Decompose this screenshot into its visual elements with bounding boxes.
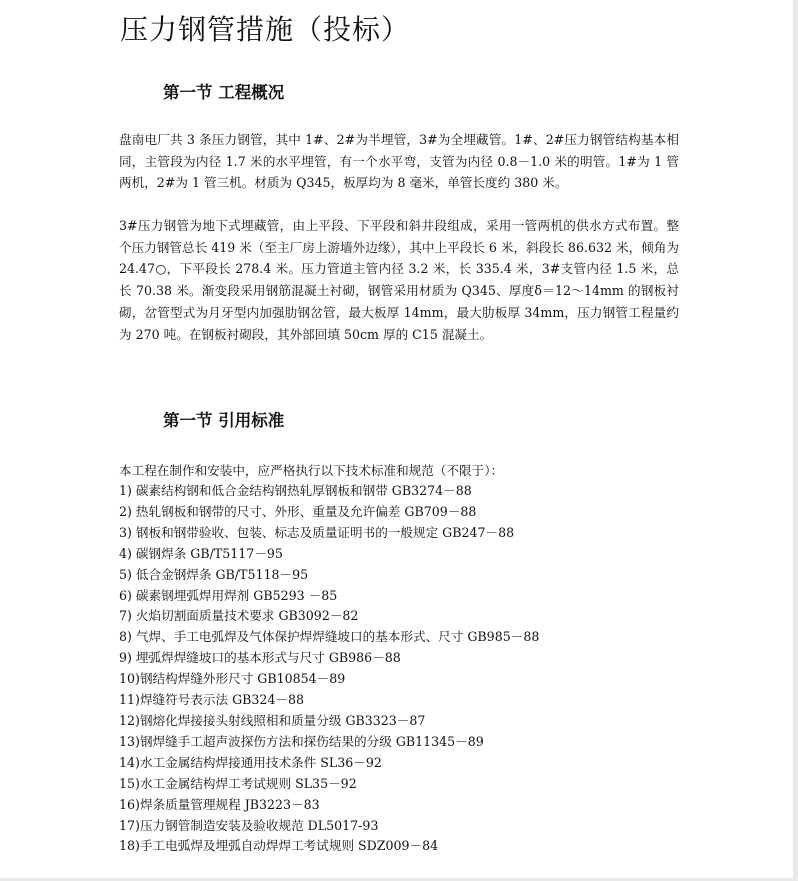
- standard-item: 18)手工电弧焊及埋弧自动焊焊工考试规则 SDZ009－84: [119, 838, 439, 854]
- standard-item: 12)钢熔化焊接接头射线照相和质量分级 GB3323－87: [119, 712, 426, 728]
- standard-item: 11)焊缝符号表示法 GB324－88: [119, 692, 305, 708]
- standard-item: 1) 碳素结构钢和低合金结构钢热轧厚钢板和钢带 GB3274－88: [119, 483, 472, 498]
- standards-intro: 本工程在制作和安装中，应严格执行以下技术标准和规范（不限于）：: [119, 463, 504, 478]
- standards-list: [119, 481, 539, 857]
- standard-item: 16)焊条质量管理规程 JB3223－83: [119, 796, 320, 812]
- standard-item: 2) 热轧钢板和钢带的尺寸、外形、重量及允许偏差 GB709－88: [119, 503, 477, 519]
- standard-item: 7) 火焰切割面质量技术要求 GB3092－82: [119, 608, 359, 624]
- standard-item: 3) 钢板和钢带验收、包装、标志及质量证明书的一般规定 GB247－88: [119, 524, 515, 540]
- standard-item: 5) 低合金钢焊条 GB/T5118－95: [119, 566, 309, 582]
- standard-item: 8) 气焊、手工电弧焊及气体保护焊焊缝坡口的基本形式、尺寸 GB985－88: [119, 629, 540, 645]
- overview-paragraph-2: 3#压力钢管为地下式埋藏管，由上平段、下平段和斜井段组成，采用一管两机的供水方式布置。整个压力钢管总长 419 米（至主厂房上游墙外边缘），其中上平段长 6 米，斜段长 86.632 米，倾角为 24.47○，下平段长 278.4 米。压力管道主管内径 3.2 米，长 335.4 米，3#支管内径 1.5 米，总长 70.38 米。渐变段采用钢筋混凝土衬砌，钢管采用材质为 Q345、厚度δ＝12～14mm 的钢板衬砌，岔管型式为月牙型内加强肋钢岔管，最大板厚 14mm，最大肋板厚 34mm，压力钢管工程量约为 270 吨。在钢板衬砌段，其外部回填 50cm 厚的 C15 混凝土。: [119, 218, 679, 342]
- standard-item: 15)水工金属结构焊工考试规则 SL35－92: [119, 775, 357, 791]
- section-heading-overview: 第一节 工程概况: [163, 83, 285, 102]
- standard-item: 6) 碳素钢埋弧焊用焊剂 GB5293 －85: [119, 587, 338, 603]
- overview-paragraph-1: 盘南电厂共 3 条压力钢管，其中 1#、2#为半埋管，3#为全埋藏管。1#、2#压力钢管结构基本相同，主管段为内径 1.7 米的水平埋管，有一个水平弯，支管为内径 0.8－1.0 米的明管。1#为 1 管两机，2#为 1 管三机。材质为 Q345，板厚均为 8 毫米，单管长度约 380 米。: [119, 132, 679, 191]
- page-edge-right: [793, 0, 798, 881]
- standard-item: 10)钢结构焊缝外形尺寸 GB10854－89: [119, 671, 346, 687]
- standard-item: 17)压力钢管制造安装及验收规范 DL5017-93: [119, 817, 379, 833]
- standard-item: 13)钢焊缝手工超声波探伤方法和探伤结果的分级 GB11345－89: [119, 733, 484, 749]
- section-heading-standards: 第一节 引用标准: [163, 411, 285, 430]
- standard-item: 14)水工金属结构焊接通用技术条件 SL36－92: [119, 754, 382, 770]
- standard-item: 9) 埋弧焊焊缝坡口的基本形式与尺寸 GB986－88: [119, 650, 401, 666]
- standard-item: 4) 碳钢焊条 GB/T5117－95: [119, 545, 283, 561]
- document-title: 压力钢管措施（投标）: [120, 13, 411, 46]
